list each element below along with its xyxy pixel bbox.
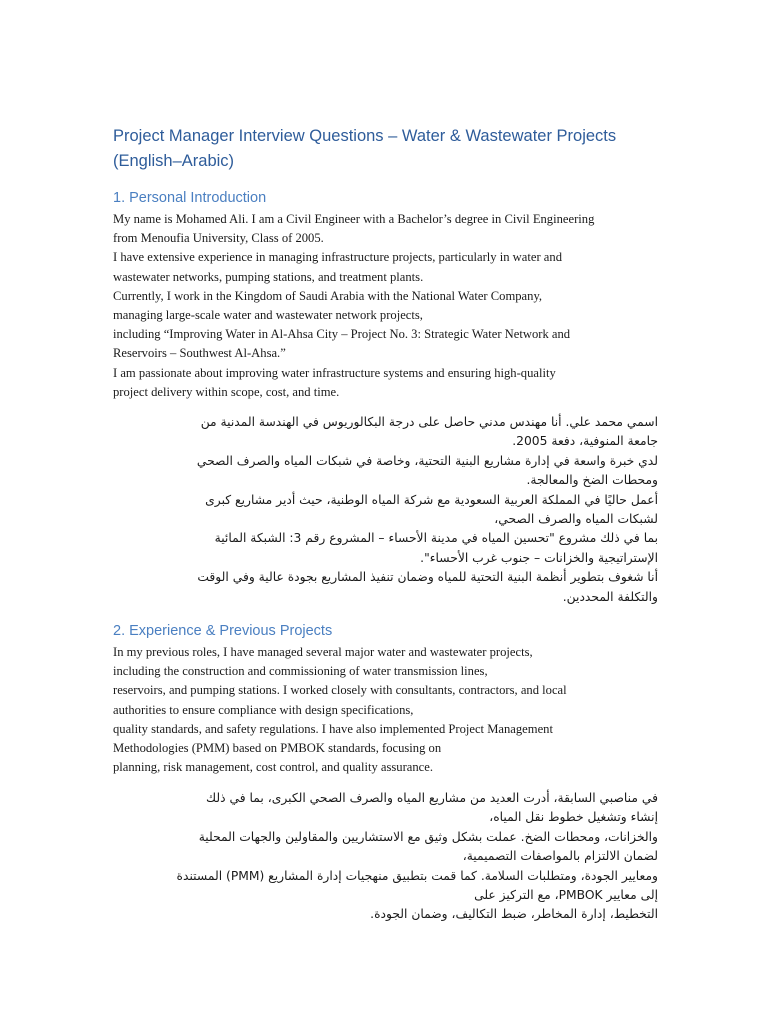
text-line: In my previous roles, I have managed several major water and wastewater projects, xyxy=(113,645,533,659)
arabic-line: ومعايير الجودة، ومتطلبات السلامة. كما قمت بتطبيق منهجيات إدارة المشاريع (PMM) المستندة xyxy=(176,868,658,883)
arabic-line: ومحطات الضخ والمعالجة. xyxy=(526,473,658,488)
arabic-line: جامعة المنوفية، دفعة 2005. xyxy=(512,434,658,449)
text-line: I have extensive experience in managing infrastructure projects, particularly in water and xyxy=(113,250,562,265)
arabic-line: إلى معايير PMBOK، مع التركيز على xyxy=(474,888,658,903)
title-line-2: (English–Arabic) xyxy=(113,152,235,170)
section-1-english-text xyxy=(113,210,658,402)
arabic-line: والخزانات، ومحطات الضخ. عملت بشكل وثيق مع الاستشاريين والمقاولين والجهات المحلية xyxy=(198,829,658,844)
arabic-line: في مناصبي السابقة، أدرت العديد من مشاريع المياه والصرف الصحي الكبرى، بما في ذلك xyxy=(206,791,658,805)
text-line: planning, risk management, cost control, and quality assurance. xyxy=(113,760,434,775)
text-line: Currently, I work in the Kingdom of Saudi Arabia with the National Water Company, xyxy=(113,288,543,303)
text-line: My name is Mohamed Ali. I am a Civil Engineer with a Bachelor’s degree in Civil Engineering xyxy=(113,212,595,226)
arabic-line: أعمل حاليًا في المملكة العربية السعودية مع شركة المياه الوطنية، حيث أدير مشاريع كبرى xyxy=(205,492,658,507)
text-line: including “Improving Water in Al-Ahsa City – Project No. 3: Strategic Water Network and xyxy=(113,327,571,342)
section-2-arabic-text xyxy=(113,789,658,925)
text-line: managing large-scale water and wastewater network projects, xyxy=(113,308,423,323)
section-heading-personal-introduction: 1. Personal Introduction xyxy=(113,190,267,206)
title-line-1: Project Manager Interview Questions – Water & Wastewater Projects xyxy=(113,127,617,145)
section-heading-experience: 2. Experience & Previous Projects xyxy=(113,623,333,639)
arabic-line: بما في ذلك مشروع "تحسين المياه في مدينة الأحساء – المشروع رقم 3: الشبكة المائية xyxy=(214,531,658,546)
text-line: Reservoirs – Southwest Al-Ahsa.” xyxy=(113,346,286,361)
section-2-english-text xyxy=(113,643,658,777)
text-line: from Menoufia University, Class of 2005. xyxy=(113,231,324,246)
text-line: wastewater networks, pumping stations, and treatment plants. xyxy=(113,269,424,284)
text-line: I am passionate about improving water infrastructure systems and ensuring high-quality xyxy=(113,365,556,380)
arabic-line: لشبكات المياه والصرف الصحي، xyxy=(494,512,658,527)
text-line: reservoirs, and pumping stations. I worked closely with consultants, contractors, and local xyxy=(113,683,567,698)
arabic-line: أنا شغوف بتطوير أنظمة البنية التحتية للمياه وضمان تنفيذ المشاريع بجودة عالية وفي الوقت xyxy=(197,570,658,585)
text-line: project delivery within scope, cost, and time. xyxy=(113,384,340,399)
text-line: Methodologies (PMM) based on PMBOK standards, focusing on xyxy=(113,741,442,756)
arabic-line: الإستراتيجية والخزانات – جنوب غرب الأحساء". xyxy=(420,550,658,565)
arabic-line: لدي خبرة واسعة في إدارة مشاريع البنية التحتية، وخاصة في شبكات المياه والصرف الصحي xyxy=(196,453,658,468)
arabic-line: التخطيط، إدارة المخاطر، ضبط التكاليف، وضمان الجودة. xyxy=(370,907,658,922)
section-1-arabic-text xyxy=(113,413,658,607)
arabic-line: والتكلفة المحددين. xyxy=(562,589,658,604)
text-line: including the construction and commissioning of water transmission lines, xyxy=(113,664,488,679)
arabic-line: إنشاء وتشغيل خطوط نقل المياه، xyxy=(489,810,658,825)
text-line: quality standards, and safety regulations. I have also implemented Project Management xyxy=(113,721,553,736)
text-line: authorities to ensure compliance with design specifications, xyxy=(113,702,414,717)
arabic-line: لضمان الالتزام بالمواصفات التصميمية، xyxy=(462,849,658,864)
page-title xyxy=(113,124,673,174)
arabic-line: اسمي محمد علي. أنا مهندس مدني حاصل على درجة البكالوريوس في الهندسة المدنية من xyxy=(200,415,658,429)
